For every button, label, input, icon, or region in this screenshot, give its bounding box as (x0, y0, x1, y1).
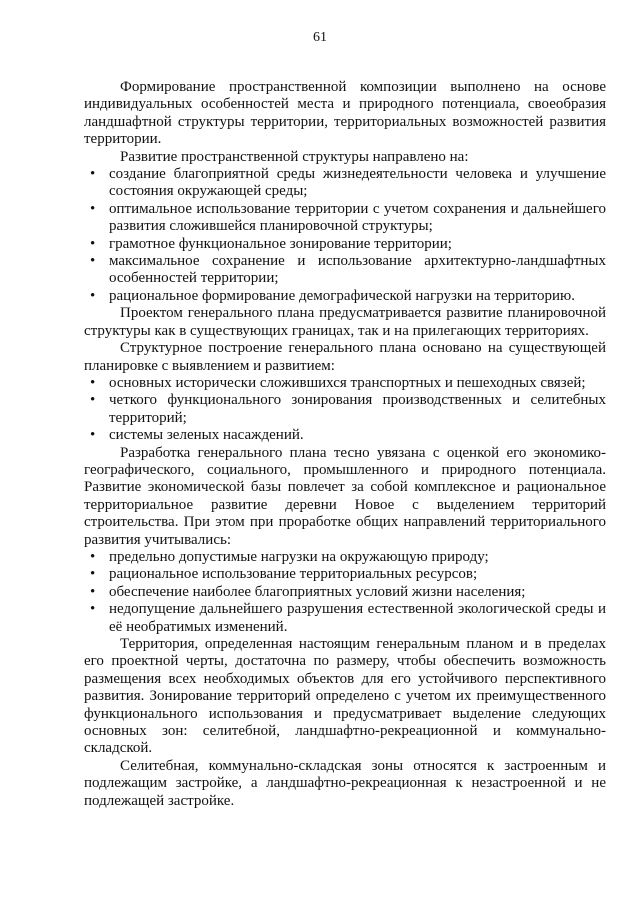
bullet-icon: • (90, 548, 96, 565)
list-item-text: грамотное функциональное зонирование территории; (109, 235, 452, 252)
bullet-icon: • (90, 166, 96, 183)
list-item-text: максимальное сохранение и использование архитектурно-ландшафтных особенностей территории; (109, 253, 606, 287)
document-body (84, 79, 606, 810)
list-item (84, 427, 606, 444)
paragraph: Проектом генерального плана предусматривается развитие планировочной структуры как в существующих границах, так и на прилегающих территориях. (84, 305, 606, 339)
bullet-icon: • (90, 601, 96, 618)
page-number: 61 (313, 30, 327, 45)
bullet-icon: • (90, 235, 96, 252)
list-item-text: предельно допустимые нагрузки на окружающую природу; (109, 548, 489, 565)
list-item (84, 584, 606, 601)
list-item (84, 375, 606, 392)
paragraph: Селитебная, коммунально-складская зоны относятся к застроенным и подлежащим застройке, а ландшафтно-рекреационная к незастроенной и не подлежащей застройке. (84, 757, 606, 809)
paragraph: Разработка генерального плана тесно увязана с оценкой его экономико-географического, социального, промышленного и природного потенциала. Развитие экономической базы повлечет за собой комплексное и рациональное территориальное развитие деревни Новое с выделением территорий строительства. При этом при проработке общих направлений территориального развития учитывались: (84, 444, 606, 548)
list-item (84, 549, 606, 566)
list-item-text: создание благоприятной среды жизнедеятельности человека и улучшение состояния окружающей среды; (109, 166, 606, 200)
list-item (84, 288, 606, 305)
paragraph: Развитие пространственной структуры направлено на: (120, 148, 469, 165)
bullet-icon: • (90, 200, 96, 217)
list-item (84, 601, 606, 636)
list-item-text: рациональное использование территориальных ресурсов; (109, 566, 478, 583)
bullet-icon: • (90, 374, 96, 391)
list-item (84, 392, 606, 427)
list-item (84, 166, 606, 201)
paragraph: Территория, определенная настоящим генеральным планом и в пределах его проектной черты, достаточна по размеру, чтобы обеспечить возможность размещения всех необходимых объектов для его устойчивого перспективного развития. Зонирование территорий определено с учетом их преимущественного функционального использования и предусматривает выделение следующих основных зон: селитебной, ландшафтно-рекреационной и коммунально-складской. (84, 636, 606, 757)
bullet-icon: • (90, 253, 96, 270)
paragraph: Формирование пространственной композиции выполнено на основе индивидуальных особенностей места и природного потенциала, своеобразия ландшафтной структуры территории, территориальных возможностей развития территории. (84, 79, 606, 148)
list-item-text: основных исторически сложившихся транспортных и пешеходных связей; (109, 374, 586, 391)
bullet-list (84, 549, 606, 636)
list-item-text: рациональное формирование демографической нагрузки на территорию. (109, 287, 576, 304)
list-item (84, 236, 606, 253)
bullet-icon: • (90, 583, 96, 600)
list-item-text: обеспечение наиболее благоприятных условий жизни населения; (109, 583, 526, 600)
bullet-list (84, 166, 606, 305)
bullet-icon: • (90, 566, 96, 583)
paragraph: Структурное построение генерального плана основано на существующей планировке с выявлением и развитием: (84, 340, 606, 374)
list-item (84, 201, 606, 236)
list-item-text: недопущение дальнейшего разрушения естественной экологической среды и её необратимых изменений. (109, 601, 606, 635)
bullet-icon: • (90, 287, 96, 304)
bullet-list (84, 375, 606, 445)
bullet-icon: • (90, 427, 96, 444)
list-item-text: четкого функционального зонирования производственных и селитебных территорий; (109, 392, 606, 426)
bullet-icon: • (90, 392, 96, 409)
list-item (84, 566, 606, 583)
list-item-text: системы зеленых насаждений. (109, 427, 304, 444)
list-item (84, 253, 606, 288)
list-item-text: оптимальное использование территории с учетом сохранения и дальнейшего развития сложившейся планировочной структуры; (109, 200, 606, 235)
